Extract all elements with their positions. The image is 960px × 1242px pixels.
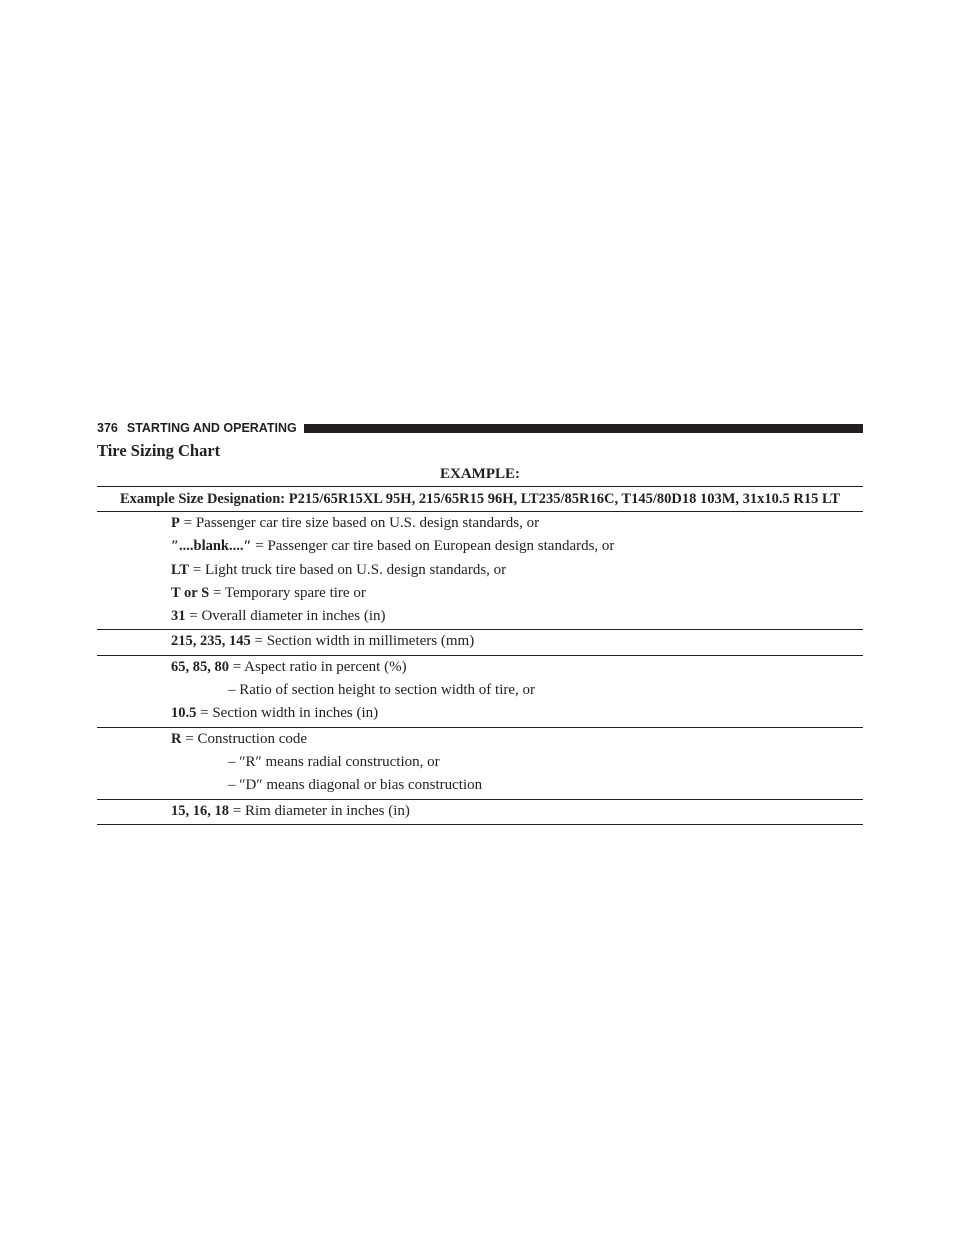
code-term: 65, 85, 80 bbox=[171, 658, 229, 675]
chart-title: Tire Sizing Chart bbox=[97, 441, 221, 460]
code-term: P bbox=[171, 515, 180, 531]
example-designation: Example Size Designation: P215/65R15XL 95H, 215/65R15 96H, LT235/85R16C, T145/80D18 103M, 31x10.5 R15 LT bbox=[97, 487, 863, 512]
code-term: 31 bbox=[171, 608, 186, 625]
definition-line bbox=[97, 630, 863, 653]
code-term: R bbox=[171, 730, 182, 747]
definition-line bbox=[97, 702, 863, 725]
code-term: 15, 16, 18 bbox=[171, 802, 229, 819]
section-title: STARTING AND OPERATING bbox=[126, 421, 297, 435]
page-number: 376 bbox=[97, 421, 118, 435]
example-heading: EXAMPLE: bbox=[97, 462, 863, 487]
code-definition: = Section width in millimeters (mm) bbox=[250, 633, 475, 650]
definition-line bbox=[97, 559, 863, 582]
definition-line bbox=[97, 751, 863, 774]
definition-line bbox=[97, 656, 863, 679]
definition-block bbox=[97, 656, 863, 728]
code-definition: – ″R″ means radial construction, or bbox=[228, 753, 440, 770]
definition-line bbox=[97, 605, 863, 628]
definition-line bbox=[97, 774, 863, 797]
code-definition: = Section width in inches (in) bbox=[196, 705, 379, 722]
definition-block bbox=[97, 630, 863, 655]
tire-sizing-table bbox=[97, 462, 863, 825]
code-definition: = Rim diameter in inches (in) bbox=[229, 802, 410, 819]
code-definition: = Construction code bbox=[181, 730, 308, 747]
definition-line bbox=[97, 679, 863, 702]
code-term: T or S bbox=[171, 584, 210, 601]
code-term: 10.5 bbox=[171, 705, 197, 722]
page-header bbox=[97, 419, 863, 437]
code-definition: = Aspect ratio in percent (%) bbox=[229, 658, 407, 675]
code-definition: = Passenger car tire size based on U.S. design standards, or bbox=[179, 515, 540, 531]
definition-blocks bbox=[97, 512, 863, 825]
code-definition: – ″D″ means diagonal or bias construction bbox=[228, 777, 483, 794]
code-definition: = Passenger car tire based on European design standards, or bbox=[251, 538, 615, 555]
definition-block bbox=[97, 728, 863, 800]
code-term: LT bbox=[171, 561, 190, 578]
code-definition: – Ratio of section height to section width of tire, or bbox=[228, 682, 536, 699]
definition-line bbox=[97, 582, 863, 605]
code-definition: = Overall diameter in inches (in) bbox=[185, 608, 386, 625]
code-definition: = Temporary spare tire or bbox=[209, 584, 366, 601]
code-term: 215, 235, 145 bbox=[171, 633, 251, 650]
code-definition: = Light truck tire based on U.S. design standards, or bbox=[189, 561, 507, 578]
definition-line bbox=[97, 728, 863, 751]
definition-line bbox=[97, 535, 863, 558]
definition-block bbox=[97, 512, 863, 630]
definition-line bbox=[97, 512, 863, 535]
code-term: ″....blank....″ bbox=[171, 538, 252, 555]
definition-block bbox=[97, 800, 863, 825]
header-rule bbox=[304, 424, 863, 433]
definition-line bbox=[97, 800, 863, 823]
